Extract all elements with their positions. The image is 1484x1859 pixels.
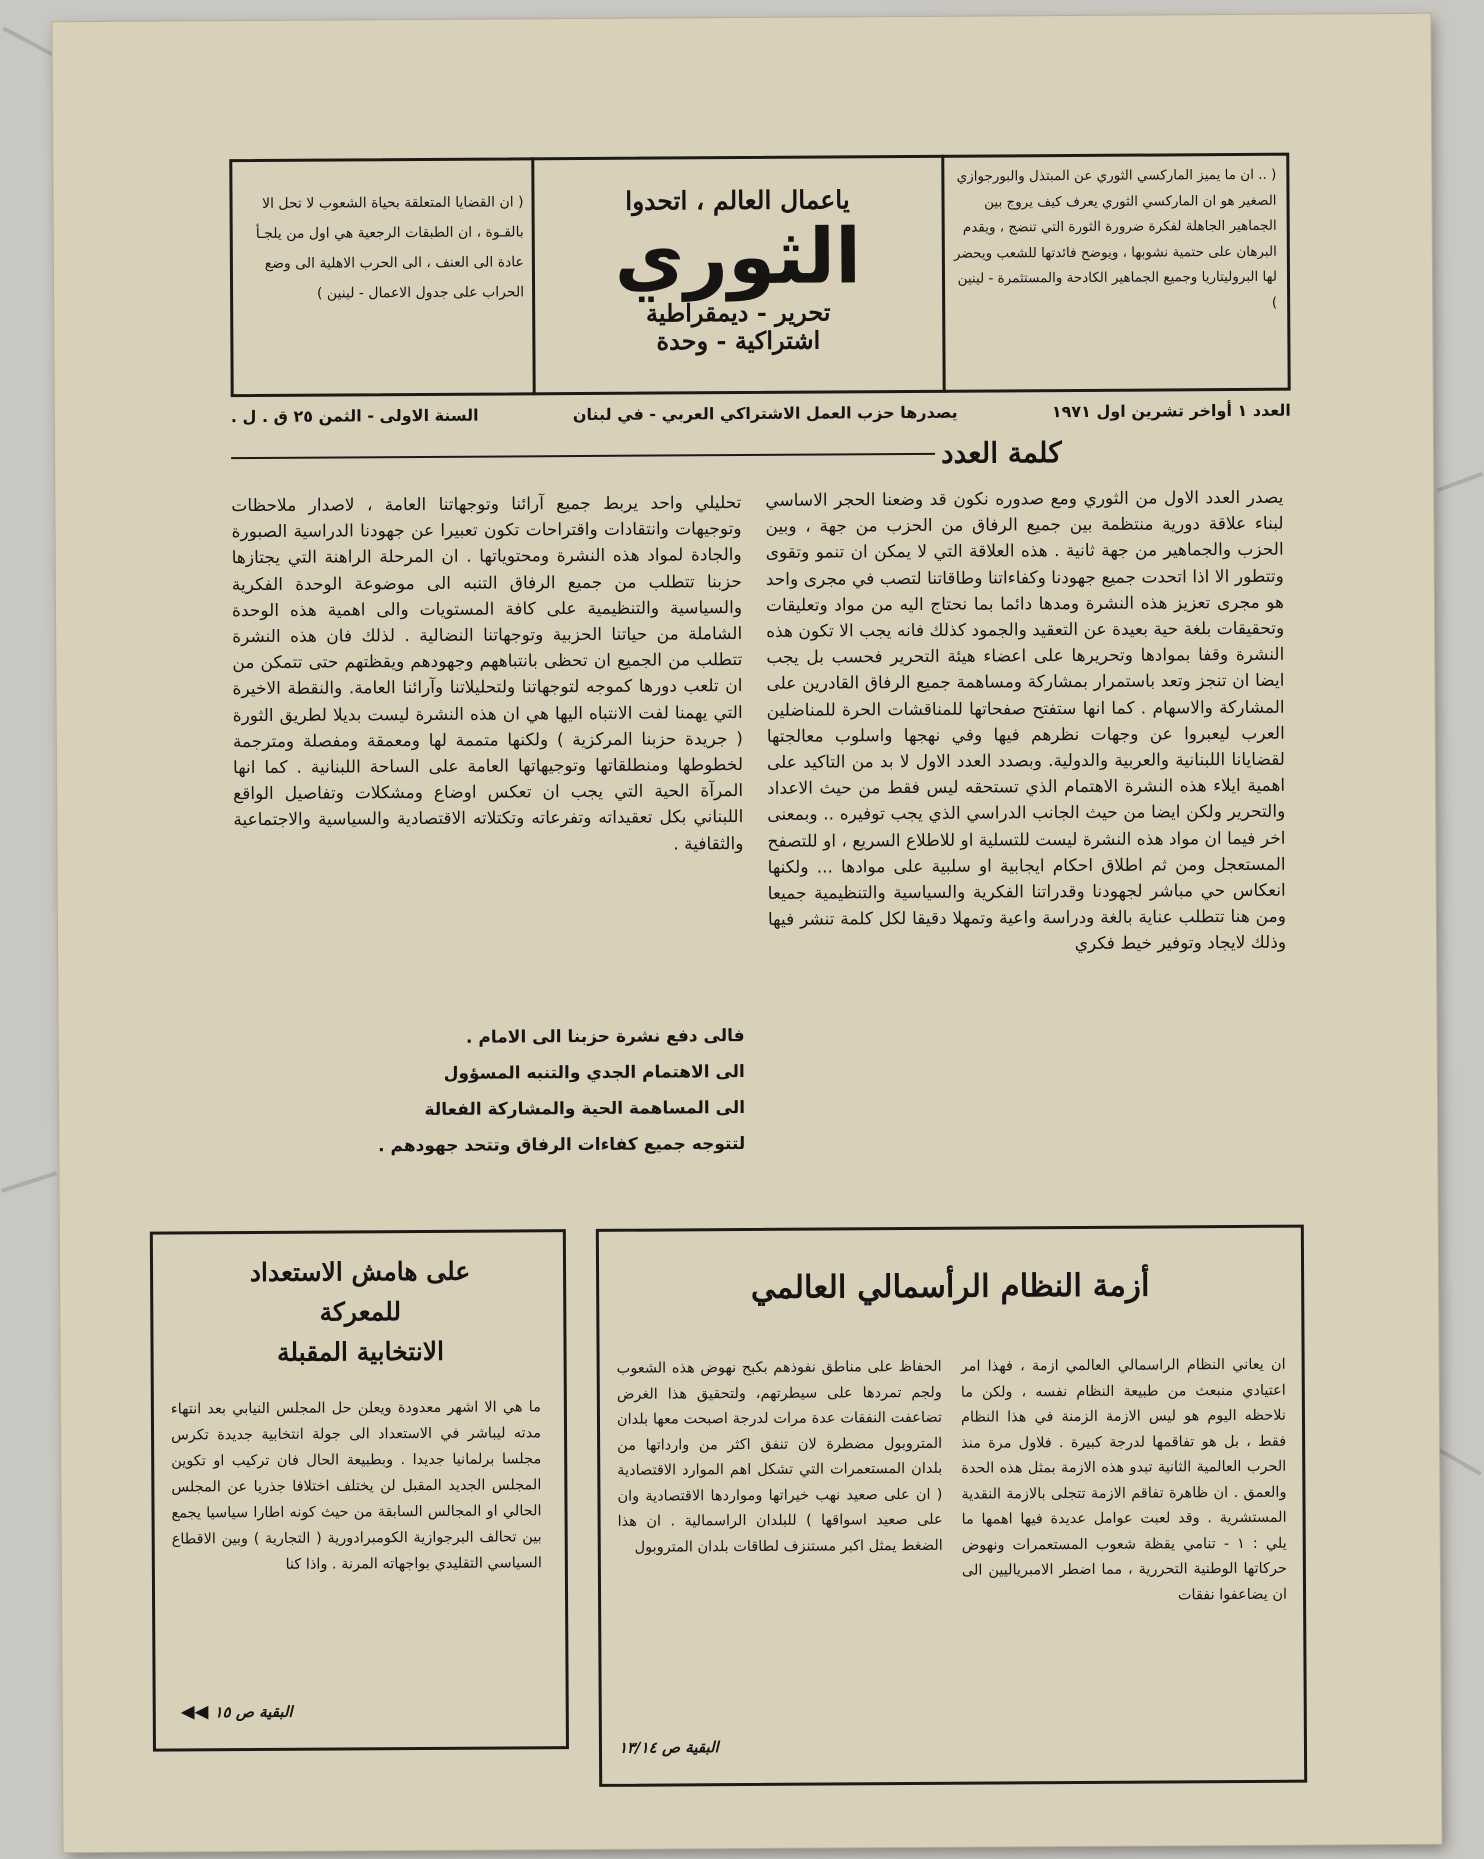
issue-number-date: العدد ١ أواخر تشرين اول ١٩٧١: [1051, 400, 1291, 422]
election-article-title: [170, 1251, 551, 1373]
editorial-column-right: [765, 485, 1287, 1218]
election-title-line-2: للمعركة: [319, 1297, 402, 1327]
floor-tile-seam: [2, 27, 55, 58]
floor-tile-seam: [1437, 472, 1483, 492]
editorial-call-4: لتتوجه جميع كفاءات الرفاق وتتحد جهودهم .: [378, 1134, 746, 1157]
quote-left: [243, 187, 524, 389]
editorial-column-left: [231, 490, 744, 1013]
masthead-slogan: ياعمال العالم ، اتحدوا: [625, 185, 850, 216]
masthead-subtitle-1: تحرير - ديمقراطية: [645, 297, 831, 328]
crisis-left-text: الحفاظ على مناطق نفوذهم بكبح نهوض هذه الشعوب ولجم تمردها على سيطرتهم، ولتحقيق هذا الغرض تضاعفت النفقات عدة مرات لدرجة اصبحت معها بلدان المتروبول مضطرة لان تنفق اكثر من وارداتها من بلدان المستعمرات التي تشكل اهم الموارد الاقتصادية ( ان على صعيد نهب خيراتها ومواردها الاقتصادية وان على صعيد اسواقها ) للبلدان الراسمالية . ان هذا الضغط يمثل اكبر مستنزف لطاقات بلدان المتروبول: [616, 1358, 943, 1556]
issue-price: السنة الاولى - الثمن ٢٥ ق . ل .: [230, 405, 479, 427]
election-title-line-1: على هامش الاستعداد: [249, 1256, 471, 1288]
election-article-body: [171, 1394, 543, 1686]
election-continued: [181, 1701, 293, 1723]
masthead-title: الثوري: [614, 211, 862, 302]
newspaper-page: [52, 14, 1441, 1852]
quote-right: [951, 163, 1277, 387]
masthead-center: [537, 159, 938, 391]
election-title-line-3: الانتخابية المقبلة: [276, 1336, 445, 1367]
editorial-heading: كلمة العدد: [935, 435, 1295, 470]
election-continued-label: البقية ص ١٥: [214, 1702, 293, 1721]
editorial-right-text: يصدر العدد الاول من الثوري ومع صدوره نكون قد وضعنا الحجر الاساسي لبناء علاقة دورية منتظمة بين جميع الرفاق من الحزب من جهة ، وبين الحزب والجماهير من جهة ثانية . هذه العلاقة التي لا يمكن ان تنمو وتقوى وتتطور الا اذا اتحدت جميع جهودنا وكفاءاتنا وطاقاتنا لتصب في مجرى واحد هو مجرى تعزيز هذه النشرة ومدها دائما بما نحتاج اليه من مواد وتعليقات وتحقيقات بلغة حية بعيدة عن التعقيد والجمود كذلك فانه يجب الا تكون هذه النشرة وقفا بموادها وتحريرها على اعضاء هيئة التحرير فحسب بل يجب ايضا ان تنجز وتعد باستمرار بمشاركة ومساهمة جميع الرفاق القادرين على المشاركة والاسهام . كما انها ستفتح صفحاتها للمناقشات الحرة للمناضلين العرب ليعبروا عن وجهات نظرهم فيها وفي نهجها واسلوب معالجتها لقضايانا اللبنانية والعربية والدولية. وبصدد العدد الاول لا بد من التاكيد على اهمية ايلاء هذه النشرة الاهتمام الذي تستحقه ليس فقط من حيث الاعداد والتحرير ولكن ايضا من حيث الجانب الدراسي الذي يجب توفيره .. وبمعنى اخر فيما ان مواد هذه النشرة ليست للتسلية او للاطلاع السريع ، او للتصفح المستعجل ومن ثم اطلاق احكام ايجابية او سلبية على موادها ... ولكنها انعكاس حي مباشر لجهودنا وقدراتنا الفكرية والسياسية والتنظيمية جميعا ومن هنا تتطلب عناية بالغة ودراسة واعية وتمهلا دقيقا لكل كلمة تنشر فيها وذلك لايجاد وتوفير خيط فكري: [765, 487, 1287, 955]
issue-line: [231, 401, 1291, 437]
editorial-call-3: الى المساهمة الحية والمشاركة الفعالة: [424, 1098, 746, 1120]
editorial-call-1: فالى دفع نشرة حزبنا الى الامام .: [465, 1026, 745, 1048]
election-body-text: ما هي الا اشهر معدودة ويعلن حل المجلس النيابي بعد انتهاء مدته ليباشر في الاستعداد الى جولة انتخابية جديدة تكرس مجلسا برلمانيا جديدا . وبطبيعة الحال فان تركيب او تكوين المجلس الجديد المقبل لن يختلف اختلافا جذريا عن المجلس الحالي او المجالس السابقة من حيث كونه اطارا سياسيا يجمع بين تحالف البرجوازية الكومبرادورية ( التجارية ) وبين الاقطاع السياسي التقليدي بواجهاته المرنة . واذا كنا: [170, 1399, 542, 1573]
editorial-calls: [235, 1018, 746, 1165]
crisis-article-title: أزمة النظام الرأسمالي العالمي: [750, 1267, 1150, 1306]
crisis-continued: البقية ص ١٣/١٤: [618, 1738, 719, 1757]
issue-publisher: يصدرها حزب العمل الاشتراكي العربي - في لبنان: [572, 402, 958, 425]
floor-tile-seam: [1, 1171, 57, 1193]
editorial-call-2: الى الاهتمام الجدي والتنبه المسؤول: [443, 1062, 745, 1084]
floor-tile-seam: [1438, 1448, 1482, 1475]
quote-left-text: ( ان القضايا المتعلقة بحياة الشعوب لا تحل الا بالقـوة ، ان الطبقات الرجعية هي اول من يلجـأ عادة الى العنف ، الى الحرب الاهلية الى وضع الحراب على جدول الاعمال - لينين ): [255, 194, 525, 302]
crisis-column-left: [617, 1355, 944, 1697]
editorial-left-text: تحليلي واحد يربط جميع آرائنا وتوجهاتنا العامة ، لاصدار ملاحظات وتوجيهات وانتقادات واقتراحات تكون تعبيرا عن جهودنا الدراسية الصبورة والجادة لمواد هذه النشرة ومحتوياتها . ان المرحلة الراهنة التي يجتازها حزبنا تتطلب من جميع الرفاق التنبه الى موضوعة الوحدة الفكرية والسياسية والتنظيمية على كافة المستويات والى اهمية هذه الوحدة الشاملة من حياتنا الحزبية وتوجهاتنا النضالية . لذلك فان هذه النشرة تتطلب من الجميع ان تحظى بانتباههم وجهودهم ويقظتهم حتى تتمكن من ان تلعب دورها كموجه لتوجهاتنا ولتحليلاتنا وآرائنا العامة. والنقطة الاخيرة التي يهمنا لفت الانتباه اليها هي ان هذه النشرة ليست بديلا لطريق الثورة ( جريدة حزبنا المركزية ) ولكنها متممة لها ومعمقة ومفصلة ومترجمة لخطوطها ومنطلقاتها وتوجيهاتها العامة على الساحة اللبنانية . كما انها المرآة الحية التي يجب ان تعكس اوضاع ومشكلات وتفاصيل الواقع اللبناني بكل تعقيداته وتفرعاته وتكتلاته الاقتصادية والسياسية والاجتماعية والثقافية .: [231, 493, 744, 855]
crisis-right-text: ان يعاني النظام الراسمالي العالمي ازمة ، فهذا امر اعتيادي منبعث من طبيعة النظام نفسه ، ولكن ما نلاحظه اليوم هو ليس الازمة الزمنة في هذا النظام فقط ، بل هو تفاقمها لدرجة كبيرة . فلاول مرة منذ الحرب العالمية الثانية تبدو هذه الازمة بمثل هذه الحدة والعمق . ان ظاهرة تفاقم الازمة تتجلى بالازمة النقدية المستشرية . وقد لعبت عوامل عديدة فيها اهمها ما يلي : ١ - تنامي يقظة شعوب المستعمرات ونهوض حركاتها الوطنية التحررية ، مما اضطر الامبرياليين الى ان يضاعفوا نفقات: [960, 1356, 1288, 1603]
crisis-column-right: [961, 1353, 1289, 1775]
quote-right-text: ( .. ان ما يميز الماركسي الثوري عن المبتذل والبورجوازي الصغير هو ان الماركسي الثوري يعرف كيف يروج بين الجماهير الجاهلة لفكرة ضرورة الثورة التي تنضج ، ويقدم البرهان على حتمية نشوبها ، ويوضح فائدتها للشعب ويحضر لها البروليتاريا وجميع الجماهير الكادحة والمستثمرة - لينين ): [953, 166, 1278, 311]
arrow-left-icon: ◀◀: [180, 1701, 209, 1723]
masthead-subtitle-2: اشتراكية - وحدة: [656, 325, 821, 356]
